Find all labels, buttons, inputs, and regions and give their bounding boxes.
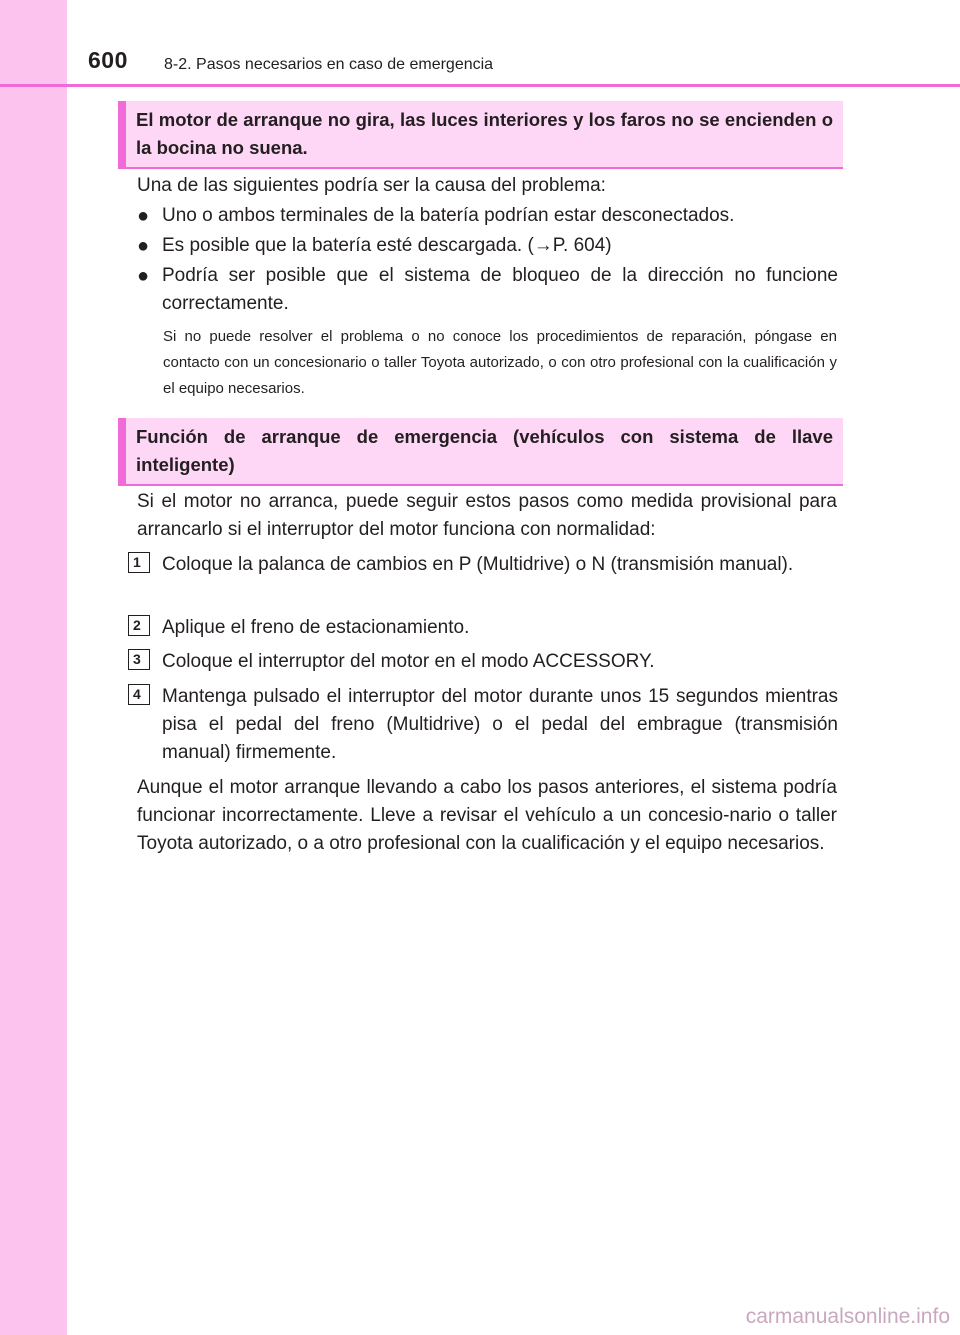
bullet-item: Es posible que la batería esté descargada. (→P. 604) bbox=[162, 235, 612, 256]
step-text: Mantenga pulsado el interruptor del motor durante unos 15 segundos mientras pisa el pedal del freno (Multidrive) o el pedal del embrague (transmisión manual) firmemente. bbox=[162, 686, 838, 763]
section2-intro: Si el motor no arranca, puede seguir estos pasos como medida provisional para arrancarlo si el interruptor del motor funciona con normalidad: bbox=[137, 491, 837, 540]
header-divider bbox=[0, 84, 960, 87]
step-number: 2 bbox=[128, 615, 150, 636]
bullet-icon: ● bbox=[137, 265, 150, 287]
section1-note: Si no puede resolver el problema o no conoce los procedimientos de reparación, póngase en contacto con un concesionario o taller Toyota autorizado, o con otro profesional con la cualificación y el equipo necesarios. bbox=[163, 328, 837, 397]
step-text: Aplique el freno de estacionamiento. bbox=[162, 617, 470, 638]
bullet-item: Podría ser posible que el sistema de bloqueo de la dirección no funcione correctamente. bbox=[162, 265, 838, 314]
bullet-icon: ● bbox=[137, 205, 150, 227]
heading-emergency-start: Función de arranque de emergencia (vehículos con sistema de llave inteligente) bbox=[118, 418, 843, 486]
step-text: Coloque el interruptor del motor en el modo ACCESSORY. bbox=[162, 651, 655, 672]
page-number: 600 bbox=[88, 47, 128, 73]
step-number: 3 bbox=[128, 649, 150, 670]
side-band bbox=[0, 0, 67, 1335]
step-text: Coloque la palanca de cambios en P (Multidrive) o N (transmisión manual). bbox=[162, 554, 794, 575]
heading-starter-no-crank: El motor de arranque no gira, las luces interiores y los faros no se encienden o la bocina no suena. bbox=[118, 101, 843, 169]
step-number: 4 bbox=[128, 684, 150, 705]
step-number: 1 bbox=[128, 552, 150, 573]
section1-intro: Una de las siguientes podría ser la causa del problema: bbox=[137, 175, 606, 196]
bullet-item: Uno o ambos terminales de la batería podrían estar desconectados. bbox=[162, 205, 735, 226]
bullet-icon: ● bbox=[137, 235, 150, 257]
section-title: 8-2. Pasos necesarios en caso de emergencia bbox=[164, 56, 494, 73]
section2-outro: Aunque el motor arranque llevando a cabo los pasos anteriores, el sistema podría funcionar incorrectamente. Lleve a revisar el vehículo a un concesio-nario o taller Toyota autorizado, o a otro profesional con la cualificación y el equipo necesarios. bbox=[137, 777, 837, 854]
watermark: carmanualsonline.info bbox=[745, 1305, 950, 1328]
